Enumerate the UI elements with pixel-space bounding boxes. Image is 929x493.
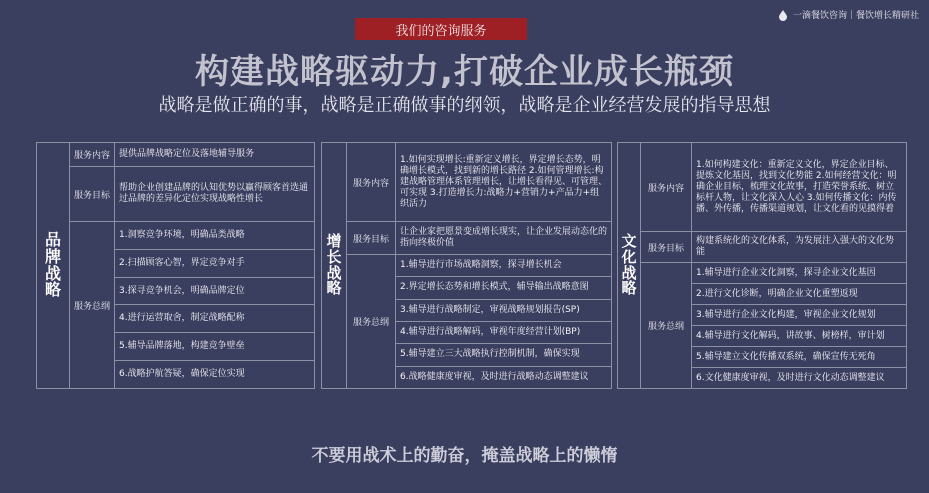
panel-title: 增长战略 [326,232,342,298]
list-item: 4.辅导进行战略解码，审视年度经营计划(BP) [396,322,611,344]
service-content-row [641,143,906,232]
list-item: 6.文化健康度审视，及时进行文化动态调整建议 [696,372,885,383]
list-item: 6.战略健康度审视，及时进行战略动态调整建议 [400,371,589,382]
service-goal-row [641,232,906,263]
list-item: 1.辅导进行市场战略洞察，探寻增长机会 [396,255,611,277]
panel-title-cell [37,143,70,388]
service-goal-row [70,167,314,222]
list-item: 1.如何构建文化：重新定义文化，界定企业目标、提炼文化基因，找到文化势能 2.如何经营文化：明确企业目标，梳理文化故事，打造荣誉系统、树立标杆人物，让文化深入人心 3.如何传播文化：内传播、外传播，传播渠道规划，让文化看的见摸得着 [696,159,897,214]
list-item: 提供品牌战略定位及落地辅导服务 [119,149,255,159]
list-item: 2.扫描顾客心智，界定竞争对手 [115,250,314,278]
service-outline-row [70,222,314,388]
list-item: 5.辅导建立三大战略执行控制机制，确保实现 [396,344,611,366]
panel-growth-strategy [321,142,612,389]
page-subtitle: 战略是做正确的事，战略是正确做事的纲领，战略是企业经营发展的指导思想 [158,95,771,116]
list-item: 5.辅导建立文化传播双系统，确保宣传无死角 [692,347,906,368]
list-item: 2.界定增长态势和增长模式，辅导输出战略意图 [396,277,611,299]
row-label: 服务总纲 [70,222,115,388]
page-title: 构建战略驱动力,打破企业成长瓶颈 [195,52,734,92]
brand-logo [777,8,919,21]
service-content-row [347,143,611,222]
row-label: 服务目标 [70,167,115,221]
service-goal-row [347,222,611,255]
list-item: 1.如何实现增长:重新定义增长，界定增长态势，明确增长模式，找到新的增长路径 2.如何管理增长:构建战略管理体系管理增长，让增长看得见、可管理、可实现 3.打造增长力:战略力+营销力+产品力+组织活力 [400,154,608,209]
list-item: 帮助企业创建品牌的认知优势以赢得顾客首选通过品牌的差异化定位实现战略性增长 [119,183,309,204]
list-item: 4.辅导进行文化解码，讲故事、树榜样，审计划 [692,326,906,347]
service-outline-row [641,263,906,388]
row-label: 服务内容 [347,143,396,221]
service-content-row [70,143,314,167]
service-outline-row [347,255,611,388]
panel-title-cell [618,143,641,388]
panel-title: 品牌战略 [44,229,61,300]
row-label: 服务总纲 [641,263,692,388]
panel-brand-strategy [36,142,315,389]
section-badge: 我们的咨询服务 [355,18,527,40]
row-label: 服务内容 [70,143,115,166]
list-item: 3.辅导进行企业文化构建，审视企业文化规划 [692,305,906,326]
list-item: 3.探寻竞争机会，明确品牌定位 [115,278,314,306]
list-item: 4.进行运营取舍，制定战略配称 [115,305,314,333]
list-item: 6.战略护航答疑，确保定位实现 [119,369,245,380]
list-item: 构建系统化的文化体系，为发展注入强大的文化势能 [696,236,895,257]
row-label: 服务总纲 [347,255,396,388]
row-label: 服务目标 [347,222,396,254]
panel-title-cell [322,143,347,388]
row-label: 服务内容 [641,143,692,231]
list-item: 3.辅导进行战略制定，审视战略规划报告(SP) [396,300,611,322]
footer-slogan: 不要用战术上的勤奋，掩盖战略上的懒惰 [311,446,618,466]
panel-culture-strategy [617,142,907,389]
list-item: 1.洞察竞争环境，明确品类战略 [115,222,314,250]
drop-logo-icon [777,9,789,21]
list-item: 让企业家把愿景变成增长现实，让企业发展动态化的指向终极价值 [400,227,608,248]
list-item: 5.辅导品牌落地，构建竞争壁垒 [115,333,314,361]
row-label: 服务目标 [641,232,692,262]
logo-text: 一滴餐饮咨询｜餐饮增长精研社 [792,11,919,21]
panel-title: 文化战略 [621,232,637,298]
list-item: 2.进行文化诊断，明确企业文化重塑返现 [692,284,906,305]
list-item: 1.辅导进行企业文化洞察，探寻企业文化基因 [692,263,906,284]
